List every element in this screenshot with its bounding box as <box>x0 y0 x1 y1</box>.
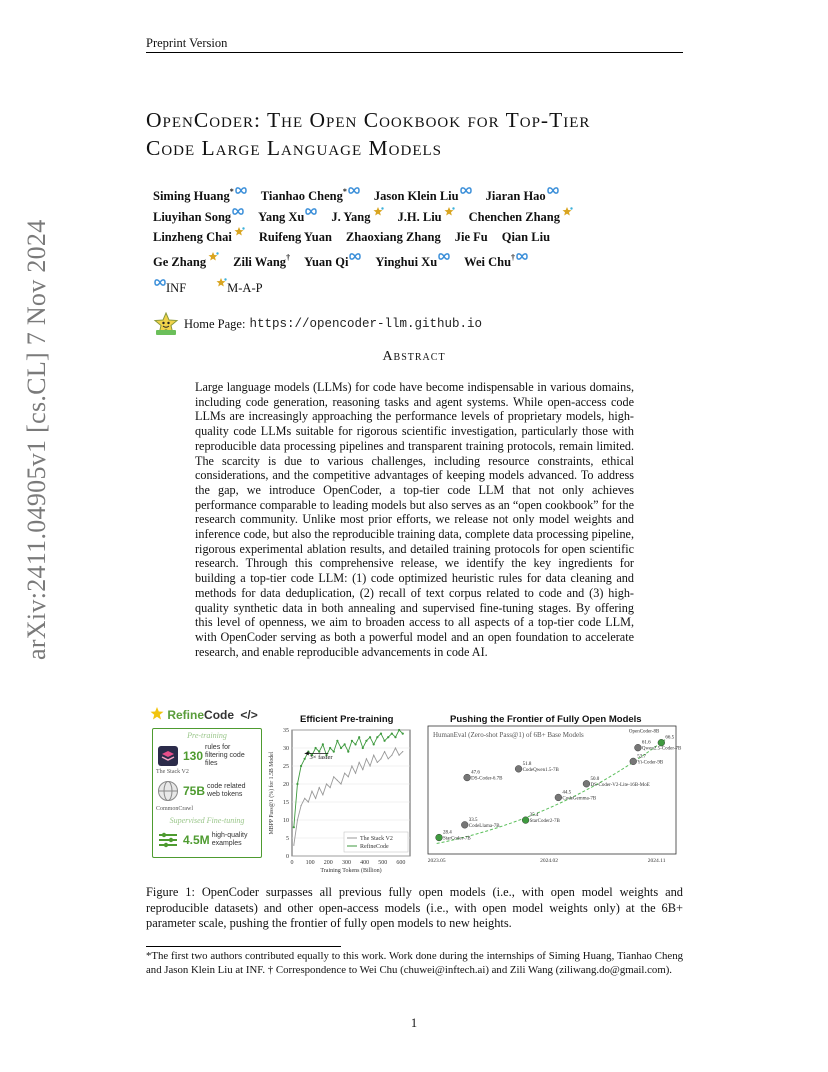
star-icon <box>150 707 164 720</box>
chart1-point <box>384 751 385 752</box>
chart1-point <box>315 798 316 799</box>
abstract-heading: Abstract <box>382 349 446 364</box>
chart1-point <box>366 758 367 759</box>
chart2-point <box>658 739 665 746</box>
stack-icon <box>157 745 179 767</box>
chart2-point-value: 47.6 <box>471 770 480 776</box>
chart2-point-value: 44.5 <box>562 790 572 796</box>
chart1-point <box>297 819 298 820</box>
homepage-link[interactable]: https://opencoder-llm.github.io <box>249 317 482 331</box>
chart2-point-value: 50.0 <box>590 776 600 782</box>
chart1-xtick-label: 100 <box>305 860 315 866</box>
running-head: Preprint Version <box>146 36 228 50</box>
efficient-pretraining-chart <box>264 724 416 876</box>
inf-logo-icon <box>305 207 317 216</box>
sliders-icon <box>157 829 179 851</box>
map-logo-icon <box>215 278 227 287</box>
chart1-legend-label: The Stack V2 <box>360 836 393 842</box>
star-mascot-icon <box>153 312 179 336</box>
chart1-point <box>315 747 317 749</box>
chart1-point <box>355 773 356 774</box>
chart1-point <box>358 736 360 738</box>
chart1-point <box>340 783 341 784</box>
chart1-point <box>300 765 302 767</box>
affiliation-map: M-A-P <box>214 281 276 295</box>
author-name: Yinghui Xu <box>375 255 450 269</box>
author-name: Zhaoxiang Zhang <box>345 230 441 244</box>
chart1-point <box>351 765 352 766</box>
homepage-line <box>153 312 482 336</box>
author-line <box>153 248 623 273</box>
chart1-series-line <box>294 748 403 845</box>
chart2-point <box>522 817 529 824</box>
chart1-point <box>402 733 404 735</box>
chart2-point-label: Qwen2.5-Coder-7B <box>641 746 682 752</box>
chart1-point <box>383 740 385 742</box>
author-name: Linzheng Chai <box>153 230 245 244</box>
author-line <box>153 207 623 228</box>
author-name: J. Yang <box>331 210 383 224</box>
chart1-xtick-label: 200 <box>323 860 333 866</box>
chart1-point <box>326 783 327 784</box>
chart1-point <box>329 747 331 749</box>
chart2-point-label: CodeLlama-7B <box>468 823 500 829</box>
chart1-point <box>311 791 312 792</box>
inf-logo-icon <box>547 186 559 195</box>
chart1-point <box>304 798 305 799</box>
chart2-subtitle: HumanEval (Zero-shot Pass@1) of 6B+ Base Models <box>433 731 584 739</box>
map-logo-icon <box>443 207 455 216</box>
refinecode-panel <box>150 707 264 859</box>
chart1-point <box>391 755 392 756</box>
chart1-point <box>373 755 374 756</box>
chart1-xtick-label: 300 <box>341 860 351 866</box>
chart1-point <box>373 743 375 745</box>
chart2-point-label: DS-Coder-6.7B <box>471 776 503 782</box>
chart1-point <box>319 787 320 788</box>
author-name: Jiaran Hao <box>486 189 559 203</box>
chart1-point <box>395 747 396 748</box>
stack-source-label: The Stack V2 <box>156 769 189 775</box>
author-name: J.H. Liu <box>398 210 455 224</box>
author-name: Yuan Qi <box>304 255 361 269</box>
chart2-point <box>583 780 590 787</box>
sft-label: Supervised Fine-tuning <box>169 816 245 825</box>
chart1-point <box>336 740 338 742</box>
chart1-point <box>377 762 378 763</box>
paper-title: OpenCoder: The Open Cookbook for Top-Tier Code Large Language Models <box>146 108 591 160</box>
affiliation-inf: INF <box>153 281 200 295</box>
chart2-point-label: StarCoder2-7B <box>529 819 560 825</box>
chart1-legend-label: RefineCode <box>360 844 389 850</box>
chart1-ytick-label: 15 <box>283 800 289 806</box>
chart1-xlabel: Training Tokens (Billion) <box>320 868 382 874</box>
chart2-point-label: StarCoder-7B <box>443 836 471 842</box>
chart1-xtick-label: 500 <box>378 860 388 866</box>
chart1-point <box>351 740 353 742</box>
abstract-text: Large language models (LLMs) for code have become indispensable in various domains, including code generation, reasoning tasks and agent systems. While open-access code LLMs are increasingly approaching the performance levels of proprietary models, high-quality code LLMs suitable for rigorous scientific investigation, particularly those with reproducible data processing pipelines and transparent training protocols, remain limited. The scarcity is due to various challenges, including resource constraints, ethical considerations, and the competitive advantages of keeping models advanced. To address the gap, we introduce OpenCoder, a top-tier code LLM that not only achieves performance comparable to leading models but also serves as an “open cookbook” for the research community. Unlike most prior efforts, we release not only model weights and inference code, but also the reproducible training data, complete data processing pipeline, rigorous experimental ablation results, and detailed training protocols for open scientific research. Through this comprehensive release, we identify the key ingredients for building a top-tier code LLM: (1) code optimized heuristic rules for data cleaning and methods for data deduplication, (2) recall of text corpus related to code and (3) high-quality synthetic data in both annealing and supervised fine-tuning stages. By offering this level of openness, we aim to broaden access to all aspects of a top-tier code LLM, with OpenCoder serving as both a powerful model and an open foundation to accelerate research, and enable reproducible advancements in code AI. <box>195 380 634 659</box>
inf-logo-icon <box>460 186 472 195</box>
chart2-point <box>635 744 642 751</box>
chart1-point <box>348 776 349 777</box>
chart1-point <box>359 762 360 763</box>
chart1-point <box>354 743 356 745</box>
author-line <box>153 227 623 248</box>
chart2-point-value: 53.7 <box>637 754 646 760</box>
footnote-rule <box>146 946 341 947</box>
chart1-point <box>369 765 370 766</box>
chart2-point <box>630 758 637 765</box>
chart1-point <box>402 751 403 752</box>
chart2-point-label: CodeQwen1.5-7B <box>522 767 559 773</box>
rules-item: 130 rules for filtering code files <box>157 744 249 768</box>
chart2-point <box>461 821 468 828</box>
author-name: Qian Liu <box>501 230 551 244</box>
chart2-point-value: 51.8 <box>522 761 532 767</box>
author-name: Jie Fu <box>454 230 488 244</box>
author-name: Yang Xu <box>258 210 317 224</box>
author-name: Chenchen Zhang <box>469 210 573 224</box>
chart2-point-label: CodeGemma-7B <box>562 796 597 802</box>
chart1-ytick-label: 30 <box>283 746 289 752</box>
chart1-point <box>394 736 396 738</box>
author-name: Ruifeng Yuan <box>258 230 332 244</box>
chart1-point <box>308 801 309 802</box>
arxiv-stamp: arXiv:2411.04905v1 [cs.CL] 7 Nov 2024 <box>22 219 51 660</box>
chart1-annotation: 3× faster <box>309 753 333 761</box>
chart2-point-value: 35.4 <box>529 813 539 819</box>
chart1-point <box>300 805 301 806</box>
chart1-xtick-label: 600 <box>396 860 406 866</box>
chart2-xtick-label: 2023.05 <box>427 858 446 864</box>
sft-examples-item: 4.5M high-quality examples <box>157 829 252 851</box>
inf-logo-icon <box>349 252 361 261</box>
chart1-point <box>344 773 345 774</box>
inf-logo-icon <box>438 252 450 261</box>
chart1-point <box>380 758 381 759</box>
chart1-point <box>380 733 382 735</box>
chart1-point <box>344 743 346 745</box>
chart2-point <box>515 765 522 772</box>
inf-logo-icon <box>235 186 247 195</box>
chart1-ytick-label: 10 <box>283 818 289 824</box>
author-name: Ge Zhang <box>153 255 219 269</box>
chart1-point <box>387 736 389 738</box>
chart2-point-value: 28.4 <box>443 830 452 836</box>
chart1-xtick-label: 400 <box>360 860 370 866</box>
chart1-point <box>333 751 335 753</box>
footnote: *The first two authors contributed equally to this work. Work done during the internships of Siming Huang, Tianhao Cheng and Jason Klein Liu at INF. † Correspondence to Wei Chu (chuwei@inftech.ai) and Zili Wang (ziliwang.do@gmail.com). <box>146 950 683 976</box>
map-logo-icon <box>233 227 245 236</box>
chart2-xtick-label: 2024.02 <box>540 858 558 864</box>
chart1-ylabel: MBPP Pass@1 (%) for 1.5B Model <box>269 751 275 835</box>
author-name: Wei Chu† <box>464 255 528 269</box>
chart1-point <box>293 845 294 846</box>
page-number: 1 <box>410 1016 418 1030</box>
chart2-point <box>436 834 443 841</box>
chart1-point <box>296 783 298 785</box>
chart1-xtick-label: 0 <box>290 860 294 866</box>
affiliations <box>153 278 291 296</box>
author-list <box>153 182 623 272</box>
chart2-point-value: 61.6 <box>641 740 651 746</box>
refinecode-title: RefineCode </> <box>150 707 258 722</box>
chart2-point-value: 33.5 <box>468 817 478 823</box>
header-rule <box>146 52 683 53</box>
chart1-point <box>398 729 400 731</box>
chart1-ytick-label: 0 <box>286 854 289 860</box>
chart1-point <box>340 747 342 749</box>
author-name: Tianhao Cheng* <box>261 189 360 203</box>
chart1-point <box>399 755 400 756</box>
author-name: Zili Wang† <box>233 252 291 269</box>
chart1-point <box>388 758 389 759</box>
author-name: Siming Huang* <box>153 189 247 203</box>
chart1-point <box>376 736 378 738</box>
chart1-point <box>304 758 306 760</box>
chart2-point-label: Yi-Coder-9B <box>637 760 664 766</box>
chart1-point <box>322 794 323 795</box>
chart1-point <box>333 776 334 777</box>
chart1-series-line <box>294 730 403 827</box>
map-logo-icon <box>207 252 219 261</box>
inf-logo-icon <box>232 207 244 216</box>
chart1-point <box>337 780 338 781</box>
chart2-xtick-label: 2024.11 <box>647 858 666 864</box>
chart1-point <box>369 736 371 738</box>
globe-icon <box>157 780 179 802</box>
chart1-ytick-label: 35 <box>283 728 289 734</box>
web-tokens-item: 75B code related web tokens <box>157 780 257 802</box>
chart2-point <box>464 774 471 781</box>
map-logo-icon <box>561 207 573 216</box>
chart1-point <box>391 733 393 735</box>
frontier-chart <box>422 724 682 866</box>
inf-logo-icon <box>516 252 528 261</box>
chart2-point-label: DS-Coder-V2-Lite-16B-MoE <box>590 782 650 788</box>
chart2-title: Pushing the Frontier of Fully Open Models <box>450 714 642 725</box>
pretraining-label: Pre-training <box>187 731 227 740</box>
chart2-point <box>555 794 562 801</box>
chart1-point <box>318 751 320 753</box>
figure-caption: Figure 1: OpenCoder surpasses all previous fully open models (i.e., with open model weights and reproducible datasets) and other open-access models (i.e., with open model weights only) at the 6B+ parameter scale, pushing the frontier of fully open models to new heights. <box>146 885 683 930</box>
map-logo-icon <box>372 207 384 216</box>
author-name: Liuyihan Song <box>153 210 244 224</box>
chart1-point <box>362 747 364 749</box>
chart1-ytick-label: 5 <box>286 836 289 842</box>
homepage-label: Home Page: <box>184 316 246 331</box>
chart1-point <box>293 826 295 828</box>
chart1-point <box>322 743 324 745</box>
chart1-ytick-label: 20 <box>283 782 289 788</box>
chart1-point <box>362 769 363 770</box>
inf-logo-icon <box>348 186 360 195</box>
author-name: Jason Klein Liu <box>374 189 472 203</box>
chart1-point <box>365 740 367 742</box>
chart1-point <box>330 787 331 788</box>
inf-logo-icon <box>154 278 166 287</box>
author-line <box>153 182 623 207</box>
chart2-point-value: 66.5 <box>665 735 675 741</box>
chart1-ytick-label: 25 <box>283 764 289 770</box>
chart1-title: Efficient Pre-training <box>300 714 394 725</box>
commoncrawl-source-label: CommonCrawl <box>156 806 193 812</box>
chart2-point-label: OpenCoder-8B <box>628 729 660 735</box>
refinecode-box <box>152 728 262 858</box>
chart1-point <box>347 751 349 753</box>
